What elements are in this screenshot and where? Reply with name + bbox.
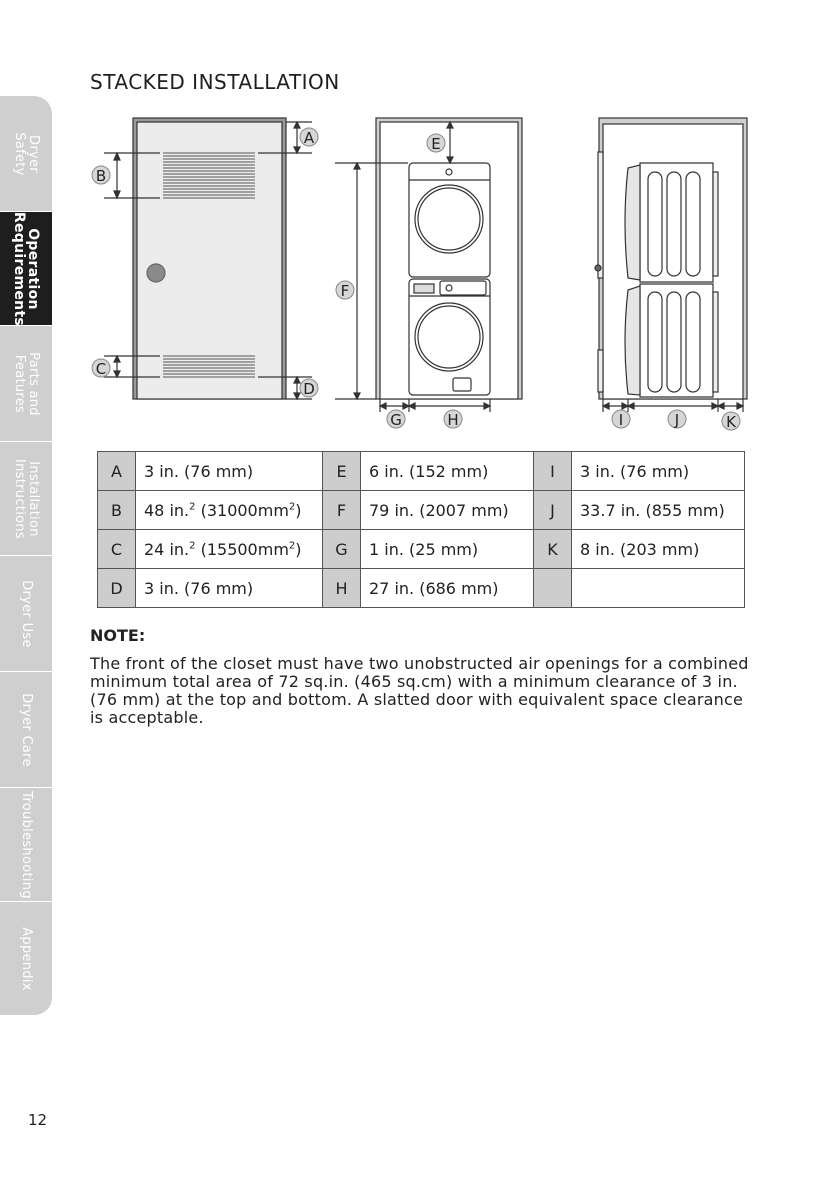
table-value: 3 in. (76 mm) [136,569,323,608]
table-key: E [323,452,361,491]
table-value: 3 in. (76 mm) [136,452,323,491]
table-key: B [98,491,136,530]
superscript: 2 [189,501,196,513]
table-key: F [323,491,361,530]
tab-installation-instructions[interactable]: Installation Instructions [0,442,52,556]
table-key: D [98,569,136,608]
value-b-metric: (31000mm [200,500,289,520]
label-j: J [674,411,680,429]
closet-door-figure [104,118,312,399]
tab-dryer-use[interactable]: Dryer Use [0,556,52,672]
table-value: 1 in. (25 mm) [361,530,534,569]
superscript: 2 [189,540,196,552]
tab-troubleshooting[interactable]: Troubleshooting [0,788,52,902]
superscript: 2 [288,540,296,552]
label-h: H [447,411,459,429]
label-g: G [390,411,402,429]
door-knob [147,264,165,282]
page-number: 12 [28,1111,48,1129]
superscript: 2 [288,501,296,513]
table-value: 8 in. (203 mm) [572,530,745,569]
tab-appendix[interactable]: Appendix [0,902,52,1016]
table-value: 3 in. (76 mm) [572,452,745,491]
table-value: 6 in. (152 mm) [361,452,534,491]
table-key: C [98,530,136,569]
table-value: 27 in. (686 mm) [361,569,534,608]
table-value [136,530,323,569]
stacked-side-figure [595,118,747,412]
label-f: F [340,282,350,300]
table-key: A [98,452,136,491]
label-d: D [303,380,315,398]
table-value [572,569,745,608]
stacked-front-figure [335,118,522,412]
table-value: 79 in. (2007 mm) [361,491,534,530]
label-e: E [431,135,441,153]
tab-dryer-safety[interactable]: Dryer Safety [0,96,52,212]
note-body: The front of the closet must have two unobstructed air openings for a combined minimum total area of 72 sq.in. (465 sq.cm) with a minimum clearance of 3 in. (76 mm) at the top and bottom. A slatted door with equivalent space clearance is acceptable. [90,654,749,727]
table-key: I [534,452,572,491]
tab-parts-and-features[interactable]: Parts and Features [0,326,52,442]
table-row [98,530,745,569]
tab-operation-requirements[interactable]: Operation Requirements [0,212,52,326]
table-value: 33.7 in. (855 mm) [572,491,745,530]
paren: ) [295,539,302,559]
table-key: K [534,530,572,569]
table-row [98,491,745,530]
table-value [136,491,323,530]
section-tabs [0,96,52,1016]
value-b-inches: 48 in. [144,500,190,520]
label-a: A [303,129,315,147]
tab-dryer-care[interactable]: Dryer Care [0,672,52,788]
installation-diagram [60,108,780,433]
label-c: C [95,360,107,378]
label-b: B [95,167,107,185]
value-c-inches: 24 in. [144,539,190,559]
table-key [534,569,572,608]
label-i: I [618,411,624,429]
page-title: STACKED INSTALLATION [90,70,340,94]
dimension-table [97,451,745,608]
table-key: G [323,530,361,569]
value-c-metric: (15500mm [200,539,289,559]
table-key: H [323,569,361,608]
table-row [98,569,745,608]
paren: ) [295,500,302,520]
label-k: K [726,413,736,431]
table-row [98,452,745,491]
table-key: J [534,491,572,530]
note-heading: NOTE: [90,626,146,645]
